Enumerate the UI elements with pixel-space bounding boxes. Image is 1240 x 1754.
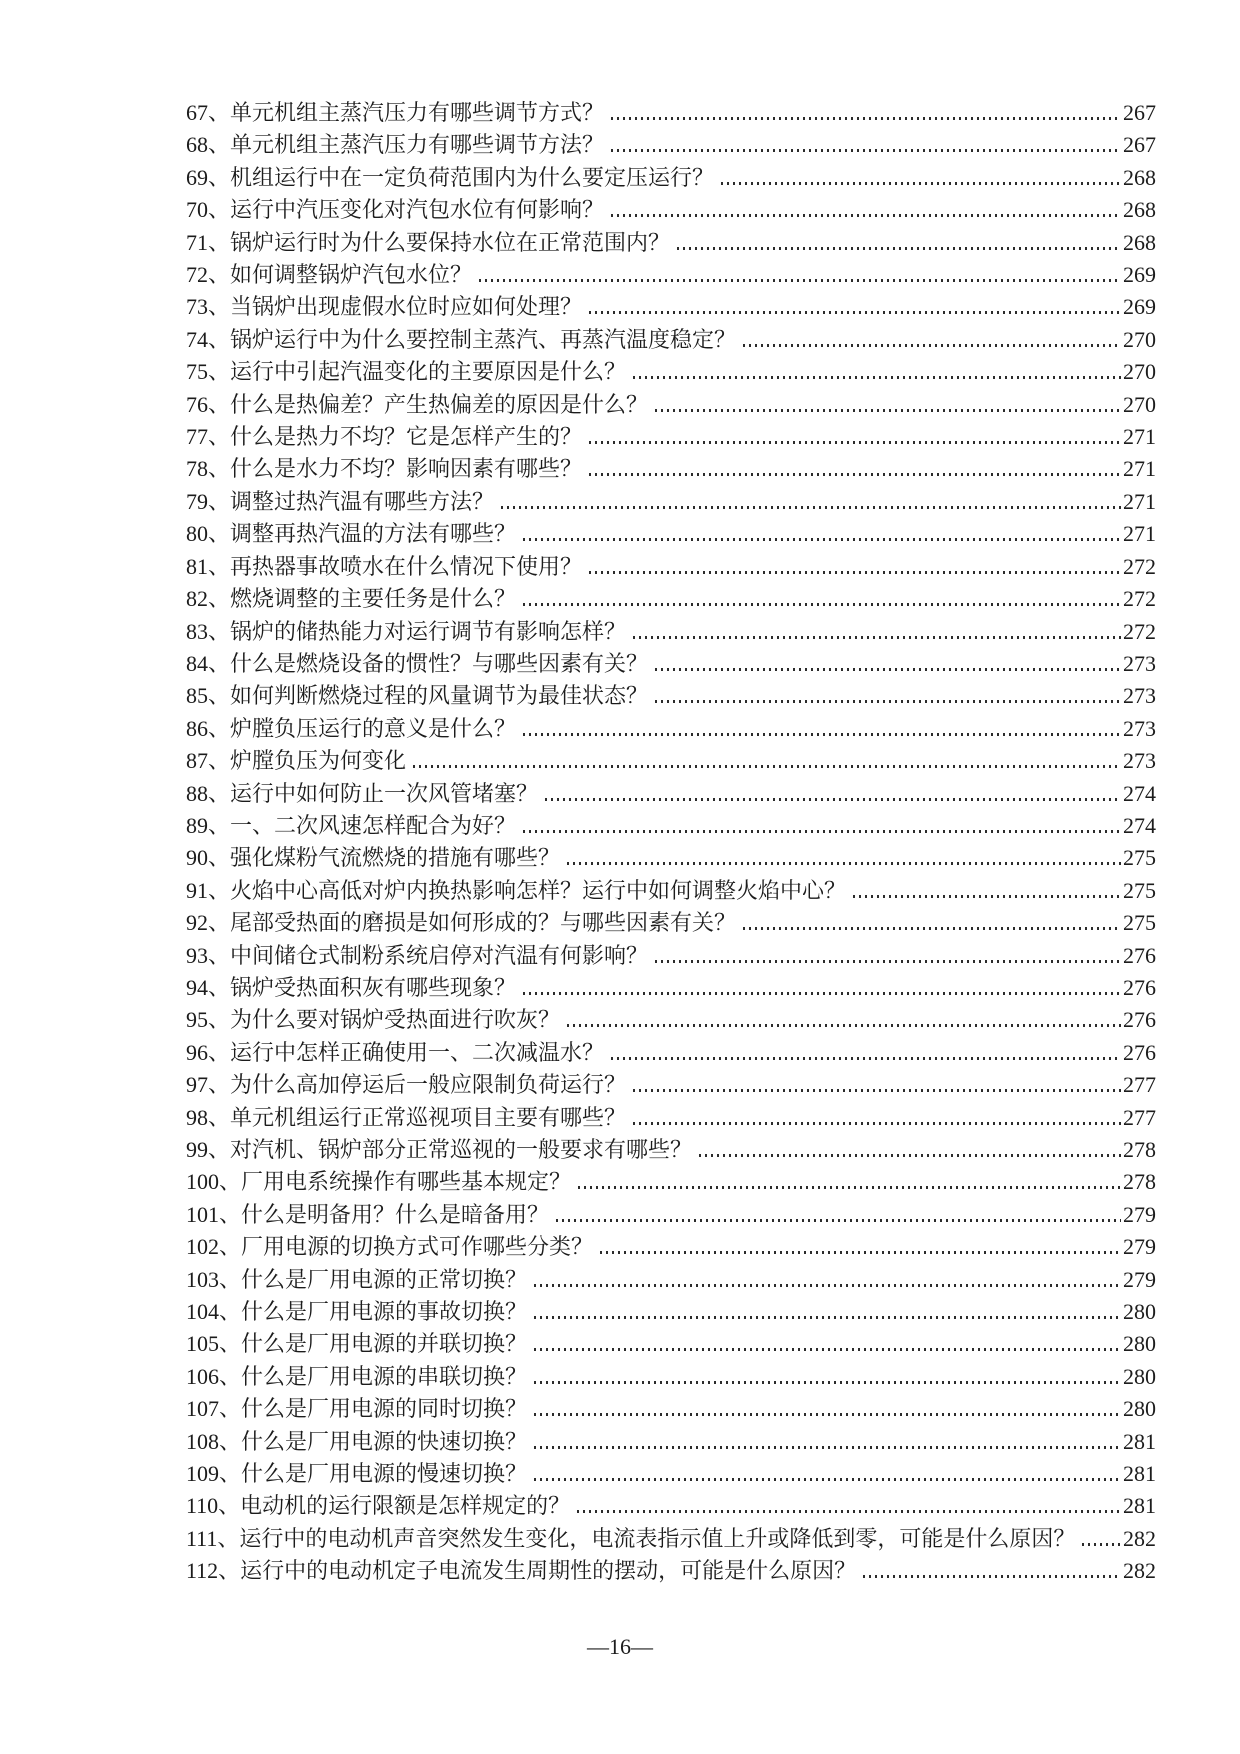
toc-entry-label: 100、厂用电系统操作有哪些基本规定？ (186, 1169, 572, 1195)
toc-dot-leader (655, 700, 1121, 703)
toc-dot-leader (589, 441, 1121, 444)
toc-entry-label: 101、什么是明备用？什么是暗备用？ (186, 1201, 550, 1227)
toc-page-number: 276 (1123, 1039, 1156, 1065)
toc-entry (186, 1426, 1156, 1458)
toc-page-number: 272 (1123, 586, 1156, 612)
toc-page-number: 271 (1123, 424, 1156, 450)
toc-page-number: 272 (1123, 618, 1156, 644)
toc-page-number: 281 (1123, 1428, 1156, 1454)
toc-dot-leader (633, 636, 1121, 639)
toc-page-number: 270 (1123, 326, 1156, 352)
toc-dot-leader (633, 376, 1121, 379)
toc-page-number: 277 (1123, 1104, 1156, 1130)
toc-page-number: 282 (1123, 1558, 1156, 1584)
toc-entry (186, 1231, 1156, 1263)
toc-entry-label: 72、如何调整锅炉汽包水位？ (186, 262, 473, 288)
toc-entry-label: 69、机组运行中在一定负荷范围内为什么要定压运行？ (186, 164, 715, 190)
toc-page-number: 280 (1123, 1396, 1156, 1422)
toc-dot-leader (655, 960, 1121, 963)
toc-dot-leader (611, 214, 1121, 217)
toc-page-number: 274 (1123, 780, 1156, 806)
toc-page-number: 271 (1123, 488, 1156, 514)
toc-entry-label: 76、什么是热偏差？产生热偏差的原因是什么？ (186, 391, 649, 417)
toc-entry (186, 1199, 1156, 1231)
toc-page-number: 273 (1123, 650, 1156, 676)
toc-entry-label: 78、什么是水力不均？影响因素有哪些？ (186, 456, 583, 482)
toc-entry-label: 111、运行中的电动机声音突然发生变化，电流表指示值上升或降低到零，可能是什么原因？ (186, 1525, 1076, 1551)
toc-page-number: 276 (1123, 974, 1156, 1000)
toc-entry-label: 68、单元机组主蒸汽压力有哪些调节方法？ (186, 132, 605, 158)
toc-dot-leader (611, 1057, 1121, 1060)
toc-page-number: 275 (1123, 845, 1156, 871)
toc-page-number: 269 (1123, 294, 1156, 320)
toc-dot-leader (677, 247, 1121, 250)
toc-dot-leader (699, 1154, 1121, 1157)
toc-dot-leader (853, 895, 1121, 898)
toc-entry-label: 77、什么是热力不均？它是怎样产生的？ (186, 424, 583, 450)
toc-entry-label: 107、什么是厂用电源的同时切换？ (186, 1396, 528, 1422)
toc-entry (186, 875, 1156, 907)
toc-dot-leader (534, 1446, 1121, 1449)
toc-entry (186, 842, 1156, 874)
toc-dot-leader (413, 765, 1121, 768)
toc-dot-leader (534, 1478, 1121, 1481)
toc-entry-label: 84、什么是燃烧设备的惯性？与哪些因素有关？ (186, 650, 649, 676)
toc-entry (186, 518, 1156, 550)
toc-entry-label: 103、什么是厂用电源的正常切换？ (186, 1266, 528, 1292)
toc-entry-label: 112、运行中的电动机定子电流发生周期性的摆动，可能是什么原因？ (186, 1558, 857, 1584)
toc-entry (186, 1361, 1156, 1393)
toc-page-number: 280 (1123, 1363, 1156, 1389)
toc-entry (186, 616, 1156, 648)
toc-page-number: 268 (1123, 229, 1156, 255)
toc-entry (186, 291, 1156, 323)
toc-dot-leader (545, 798, 1121, 801)
toc-entry-label: 80、调整再热汽温的方法有哪些？ (186, 521, 517, 547)
toc-entry (186, 551, 1156, 583)
toc-entry-label: 94、锅炉受热面积灰有哪些现象？ (186, 974, 517, 1000)
toc-entry (186, 1523, 1156, 1555)
toc-entry (186, 713, 1156, 745)
toc-page-number: 281 (1123, 1493, 1156, 1519)
toc-entry-label: 83、锅炉的储热能力对运行调节有影响怎样？ (186, 618, 627, 644)
toc-entry (186, 1004, 1156, 1036)
toc-page-number: 268 (1123, 164, 1156, 190)
toc-page-number: 275 (1123, 910, 1156, 936)
toc-dot-leader (743, 927, 1121, 930)
toc-dot-leader (534, 1348, 1121, 1351)
toc-entry-label: 97、为什么高加停运后一般应限制负荷运行？ (186, 1072, 627, 1098)
toc-dot-leader (479, 279, 1121, 282)
toc-dot-leader (534, 1316, 1121, 1319)
footer-page-number: —16— (587, 1634, 653, 1659)
toc-entry (186, 1555, 1156, 1587)
toc-dot-leader (534, 1413, 1121, 1416)
toc-dot-leader (1082, 1543, 1121, 1546)
toc-dot-leader (523, 538, 1121, 541)
toc-entry (186, 680, 1156, 712)
toc-page-number: 273 (1123, 683, 1156, 709)
toc-entry (186, 1393, 1156, 1425)
toc-entry (186, 1134, 1156, 1166)
toc-entry (186, 972, 1156, 1004)
toc-entry (186, 194, 1156, 226)
toc-entry (186, 1296, 1156, 1328)
toc-page-number: 277 (1123, 1072, 1156, 1098)
toc-entry-label: 81、再热器事故喷水在什么情况下使用？ (186, 553, 583, 579)
toc-dot-leader (589, 571, 1121, 574)
toc-entry (186, 97, 1156, 129)
toc-entry-label: 71、锅炉运行时为什么要保持水位在正常范围内？ (186, 229, 671, 255)
toc-page-number: 276 (1123, 942, 1156, 968)
toc-page-number: 276 (1123, 1007, 1156, 1033)
toc-entry-label: 96、运行中怎样正确使用一、二次减温水？ (186, 1039, 605, 1065)
toc-entry-label: 88、运行中如何防止一次风管堵塞？ (186, 780, 539, 806)
toc-entry (186, 162, 1156, 194)
toc-dot-leader (556, 1219, 1121, 1222)
toc-page-number: 275 (1123, 877, 1156, 903)
toc-entry (186, 810, 1156, 842)
toc-page-number: 267 (1123, 132, 1156, 158)
toc-entry-label: 85、如何判断燃烧过程的风量调节为最佳状态？ (186, 683, 649, 709)
toc-entry (186, 583, 1156, 615)
toc-entry-label: 93、中间储仓式制粉系统启停对汽温有何影响？ (186, 942, 649, 968)
toc-dot-leader (523, 992, 1121, 995)
toc-entry (186, 745, 1156, 777)
toc-entry-label: 95、为什么要对锅炉受热面进行吹灰？ (186, 1007, 561, 1033)
toc-entry-label: 90、强化煤粉气流燃烧的措施有哪些？ (186, 845, 561, 871)
toc-entry-label: 73、当锅炉出现虚假水位时应如何处理？ (186, 294, 583, 320)
toc-dot-leader (721, 182, 1121, 185)
toc-page-number: 268 (1123, 197, 1156, 223)
toc-entry (186, 421, 1156, 453)
toc-entry-label: 92、尾部受热面的磨损是如何形成的？与哪些因素有关？ (186, 910, 737, 936)
toc-page-number: 279 (1123, 1266, 1156, 1292)
toc-entry (186, 1166, 1156, 1198)
toc-dot-leader (501, 506, 1121, 509)
toc-entry (186, 1069, 1156, 1101)
toc-entry (186, 1264, 1156, 1296)
toc-page-number: 282 (1123, 1525, 1156, 1551)
toc-entry (186, 1037, 1156, 1069)
toc-page-number: 278 (1123, 1169, 1156, 1195)
toc-page-number: 267 (1123, 100, 1156, 125)
toc-page-number: 274 (1123, 812, 1156, 838)
toc-dot-leader (600, 1251, 1121, 1254)
toc-entry-label: 98、单元机组运行正常巡视项目主要有哪些？ (186, 1104, 627, 1130)
toc-entry (186, 389, 1156, 421)
toc-dot-leader (523, 733, 1121, 736)
toc-dot-leader (655, 668, 1121, 671)
toc-page-number: 278 (1123, 1137, 1156, 1162)
toc-page-number: 273 (1123, 748, 1156, 774)
toc-page-number: 271 (1123, 521, 1156, 547)
toc-page-number: 280 (1123, 1299, 1156, 1325)
toc-entry-label: 70、运行中汽压变化对汽包水位有何影响？ (186, 197, 605, 223)
toc-dot-leader (633, 1089, 1121, 1092)
toc-page-number: 280 (1123, 1331, 1156, 1357)
toc-dot-leader (743, 344, 1121, 347)
toc-entry-label: 110、电动机的运行限额是怎样规定的？ (186, 1493, 571, 1519)
toc-dot-leader (633, 1122, 1121, 1125)
toc-page-number: 270 (1123, 391, 1156, 417)
toc-page-number: 272 (1123, 553, 1156, 579)
toc-entry (186, 1102, 1156, 1134)
toc-page-number: 270 (1123, 359, 1156, 385)
toc-dot-leader (589, 473, 1121, 476)
toc-dot-leader (589, 311, 1121, 314)
toc-entry-label: 102、厂用电源的切换方式可作哪些分类？ (186, 1234, 594, 1260)
toc-dot-leader (577, 1510, 1121, 1513)
toc-entry-label: 86、炉膛负压运行的意义是什么？ (186, 715, 517, 741)
toc-entry (186, 1328, 1156, 1360)
toc-entry (186, 453, 1156, 485)
toc-dot-leader (534, 1284, 1121, 1287)
toc-entry-label: 105、什么是厂用电源的并联切换？ (186, 1331, 528, 1357)
toc-page-number: 279 (1123, 1201, 1156, 1227)
toc-entry (186, 940, 1156, 972)
toc-dot-leader (611, 149, 1121, 152)
toc-entry-label: 99、对汽机、锅炉部分正常巡视的一般要求有哪些？ (186, 1137, 693, 1162)
toc-entry-label: 91、火焰中心高低对炉内换热影响怎样？运行中如何调整火焰中心？ (186, 877, 847, 903)
toc-dot-leader (534, 1381, 1121, 1384)
toc-page-number: 281 (1123, 1461, 1156, 1487)
toc-page-number: 269 (1123, 262, 1156, 288)
toc-dot-leader (523, 830, 1121, 833)
toc-entry (186, 1458, 1156, 1490)
toc-entry (186, 356, 1156, 388)
toc-entry (186, 486, 1156, 518)
toc-entry (186, 129, 1156, 161)
toc-entry (186, 227, 1156, 259)
toc-entry-label: 67、单元机组主蒸汽压力有哪些调节方式？ (186, 100, 605, 125)
toc-page-number: 273 (1123, 715, 1156, 741)
toc-entry-label: 108、什么是厂用电源的快速切换？ (186, 1428, 528, 1454)
toc-dot-leader (567, 1024, 1121, 1027)
toc-page-number: 271 (1123, 456, 1156, 482)
toc-entry (186, 907, 1156, 939)
toc-entry-label: 82、燃烧调整的主要任务是什么？ (186, 586, 517, 612)
toc-entry (186, 324, 1156, 356)
toc-dot-leader (523, 603, 1121, 606)
toc-dot-leader (567, 862, 1121, 865)
toc-page-number: 279 (1123, 1234, 1156, 1260)
toc-entry-label: 75、运行中引起汽温变化的主要原因是什么？ (186, 359, 627, 385)
toc-dot-leader (578, 1186, 1121, 1189)
toc-entry (186, 1490, 1156, 1522)
toc-dot-leader (863, 1575, 1121, 1578)
toc-entry-label: 106、什么是厂用电源的串联切换？ (186, 1363, 528, 1389)
toc-entry-label: 89、一、二次风速怎样配合为好？ (186, 812, 517, 838)
toc-entry-label: 87、炉膛负压为何变化 (186, 748, 407, 774)
toc-entry-label: 104、什么是厂用电源的事故切换？ (186, 1299, 528, 1325)
toc-list (186, 97, 1156, 1588)
toc-entry-label: 79、调整过热汽温有哪些方法？ (186, 488, 495, 514)
toc-entry (186, 648, 1156, 680)
toc-entry (186, 259, 1156, 291)
toc-entry-label: 109、什么是厂用电源的慢速切换？ (186, 1461, 528, 1487)
toc-dot-leader (655, 409, 1121, 412)
toc-entry (186, 778, 1156, 810)
toc-entry-label: 74、锅炉运行中为什么要控制主蒸汽、再蒸汽温度稳定？ (186, 326, 737, 352)
toc-dot-leader (611, 117, 1121, 120)
